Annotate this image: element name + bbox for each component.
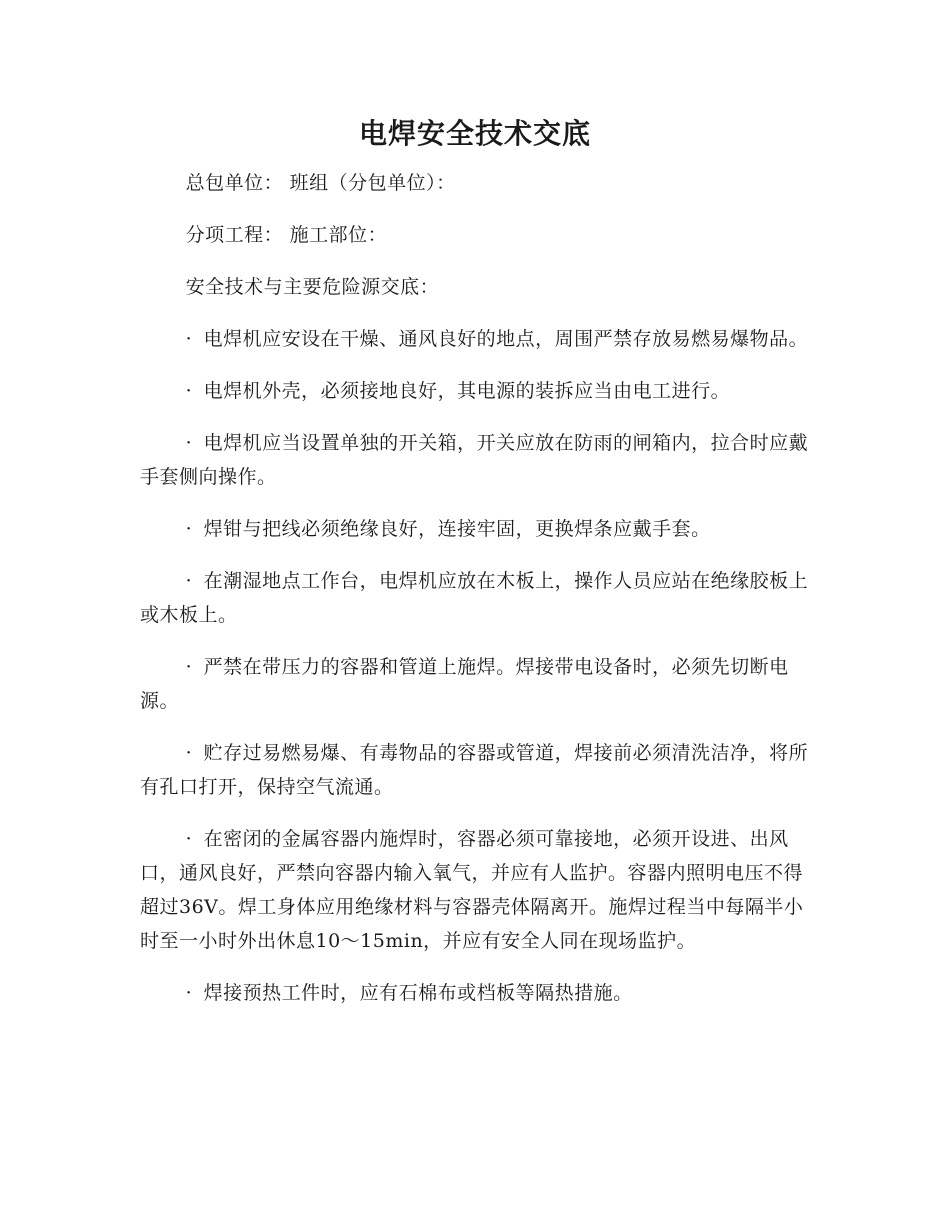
list-item	[140, 322, 810, 356]
list-item	[140, 564, 810, 632]
bullet-mark: ·	[185, 518, 193, 540]
bullet-mark: ·	[185, 432, 193, 454]
list-item	[140, 512, 810, 546]
bullet-mark: ·	[185, 380, 193, 402]
list-item	[140, 650, 810, 718]
header-contractor-line: 总包单位： 班组（分包单位）：	[185, 172, 456, 194]
list-item-text: 电焊机应安设在干燥、通风良好的地点，周围严禁存放易燃易爆物品。	[203, 328, 809, 350]
list-item	[140, 426, 810, 494]
bullet-mark: ·	[185, 742, 193, 764]
list-item-text: 电焊机应当设置单独的开关箱，开关应放在防雨的闸箱内，拉合时应戴手套侧向操作。	[140, 432, 809, 488]
bullet-mark: ·	[185, 828, 193, 850]
list-item	[140, 976, 810, 1010]
bullet-mark: ·	[185, 656, 193, 678]
header-hazard-line: 安全技术与主要危险源交底：	[185, 276, 440, 298]
list-item-text: 焊钳与把线必须绝缘良好，连接牢固，更换焊条应戴手套。	[203, 518, 711, 540]
list-item-text: 电焊机外壳，必须接地良好，其电源的装拆应当由电工进行。	[203, 380, 731, 402]
list-item-text: 在密闭的金属容器内施焊时，容器必须可靠接地，必须开设进、出风口，通风良好，严禁向容器内输入氧气，并应有人监护。容器内照明电压不得超过36V。焊工身体应用绝缘材料与容器壳体隔离开。施焊过程当中每隔半小时至一小时外出休息10～15min，并应有安全人同在现场监护。	[140, 828, 804, 952]
list-item	[140, 374, 810, 408]
list-item	[140, 736, 810, 804]
document-title: 电焊安全技术交底	[358, 117, 591, 150]
list-item-text: 严禁在带压力的容器和管道上施焊。焊接带电设备时，必须先切断电源。	[140, 656, 789, 712]
bullet-mark: ·	[185, 982, 193, 1004]
document-body	[140, 166, 810, 1028]
bullet-mark: ·	[185, 570, 193, 592]
list-item-text: 贮存过易燃易爆、有毒物品的容器或管道，焊接前必须清洗洁净，将所有孔口打开，保持空气流通。	[140, 742, 809, 798]
list-item-text: 焊接预热工件时，应有石棉布或档板等隔热措施。	[203, 982, 633, 1004]
list-item	[140, 822, 810, 958]
bullet-mark: ·	[185, 328, 193, 350]
list-item-text: 在潮湿地点工作台，电焊机应放在木板上，操作人员应站在绝缘胶板上或木板上。	[140, 570, 809, 626]
header-project-line: 分项工程： 施工部位：	[185, 224, 388, 246]
